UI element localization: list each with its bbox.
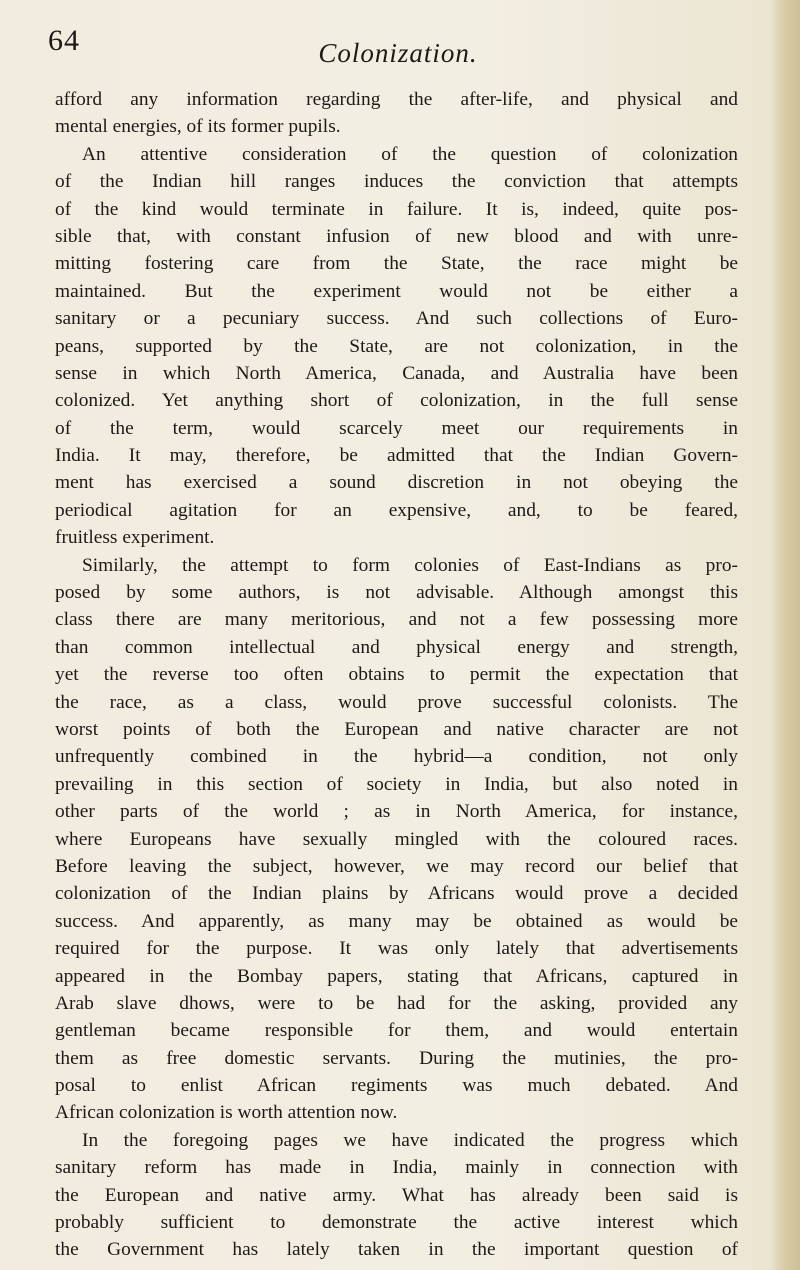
text-line: probably sufficient to demonstrate the active interest which xyxy=(55,1212,738,1234)
text-line: In the foregoing pages we have indicated the progress which xyxy=(82,1129,738,1151)
text-line: ment has exercised a sound discretion in not obeying the xyxy=(55,472,738,494)
text-line: other parts of the world ; as in North America, for instance, xyxy=(55,801,738,823)
text-line: gentleman became responsible for them, and would entertain xyxy=(55,1020,738,1042)
page-header xyxy=(48,24,748,68)
text-line: maintained. But the experiment would not be either a xyxy=(55,280,738,302)
text-line: the race, as a class, would prove successful colonists. The xyxy=(55,691,738,713)
text-line: African colonization is worth attention now. xyxy=(55,1102,398,1124)
text-line: sanitary reform has made in India, mainly in connection with xyxy=(55,1157,738,1179)
text-line: Similarly, the attempt to form colonies of East-Indians as pro- xyxy=(82,554,738,576)
text-line: unfrequently combined in the hybrid—a condition, not only xyxy=(55,746,738,768)
text-line: of the Indian hill ranges induces the conviction that attempts xyxy=(55,171,738,193)
text-line: An attentive consideration of the question of colonization xyxy=(82,143,738,165)
text-line: posed by some authors, is not advisable. Although amongst this xyxy=(55,582,738,604)
running-title: Colonization. xyxy=(318,38,478,68)
text-line: sanitary or a pecuniary success. And such collections of Euro- xyxy=(55,308,738,330)
text-line: prevailing in this section of society in India, but also noted in xyxy=(55,773,738,795)
text-line: of the kind would terminate in failure. It is, indeed, quite pos- xyxy=(55,198,738,220)
text-line: colonized. Yet anything short of colonization, in the full sense xyxy=(55,390,738,412)
text-line: success. And apparently, as many may be obtained as would be xyxy=(55,910,738,932)
text-line: periodical agitation for an expensive, and, to be feared, xyxy=(55,499,738,521)
text-line: required for the purpose. It was only lately that advertisements xyxy=(55,938,738,960)
text-line: them as free domestic servants. During the mutinies, the pro- xyxy=(55,1047,738,1069)
text-line: posal to enlist African regiments was much debated. And xyxy=(55,1075,738,1097)
text-line: Arab slave dhows, were to be had for the asking, provided any xyxy=(55,992,738,1014)
page-edge-shadow xyxy=(772,0,800,1270)
text-line: Before leaving the subject, however, we may record our belief that xyxy=(55,855,738,877)
text-line: of the term, would scarcely meet our requirements in xyxy=(55,417,738,439)
text-line: India. It may, therefore, be admitted that the Indian Govern- xyxy=(55,445,738,467)
text-line: appeared in the Bombay papers, stating that Africans, captured in xyxy=(55,965,738,987)
text-line: where Europeans have sexually mingled with the coloured races. xyxy=(55,828,738,850)
text-line: worst points of both the European and native character are not xyxy=(55,718,738,740)
text-line: the Government has lately taken in the important question of xyxy=(55,1239,738,1261)
page-number: 64 xyxy=(48,24,80,57)
text-line: afford any information regarding the after-life, and physical and xyxy=(55,89,738,110)
text-line: sible that, with constant infusion of new blood and with unre- xyxy=(55,225,738,247)
body-text xyxy=(55,86,738,1264)
text-line: peans, supported by the State, are not colonization, in the xyxy=(55,335,738,357)
text-line: mental energies, of its former pupils. xyxy=(55,116,341,138)
text-line: than common intellectual and physical energy and strength, xyxy=(55,636,738,658)
text-line: mitting fostering care from the State, the race might be xyxy=(55,253,738,275)
text-line: fruitless experiment. xyxy=(55,527,215,549)
text-line: class there are many meritorious, and not a few possessing more xyxy=(55,609,738,631)
text-line: colonization of the Indian plains by Africans would prove a decided xyxy=(55,883,738,905)
text-line: yet the reverse too often obtains to permit the expectation that xyxy=(55,664,738,686)
text-line: sense in which North America, Canada, and Australia have been xyxy=(55,362,738,384)
text-line: the European and native army. What has already been said is xyxy=(55,1184,738,1206)
